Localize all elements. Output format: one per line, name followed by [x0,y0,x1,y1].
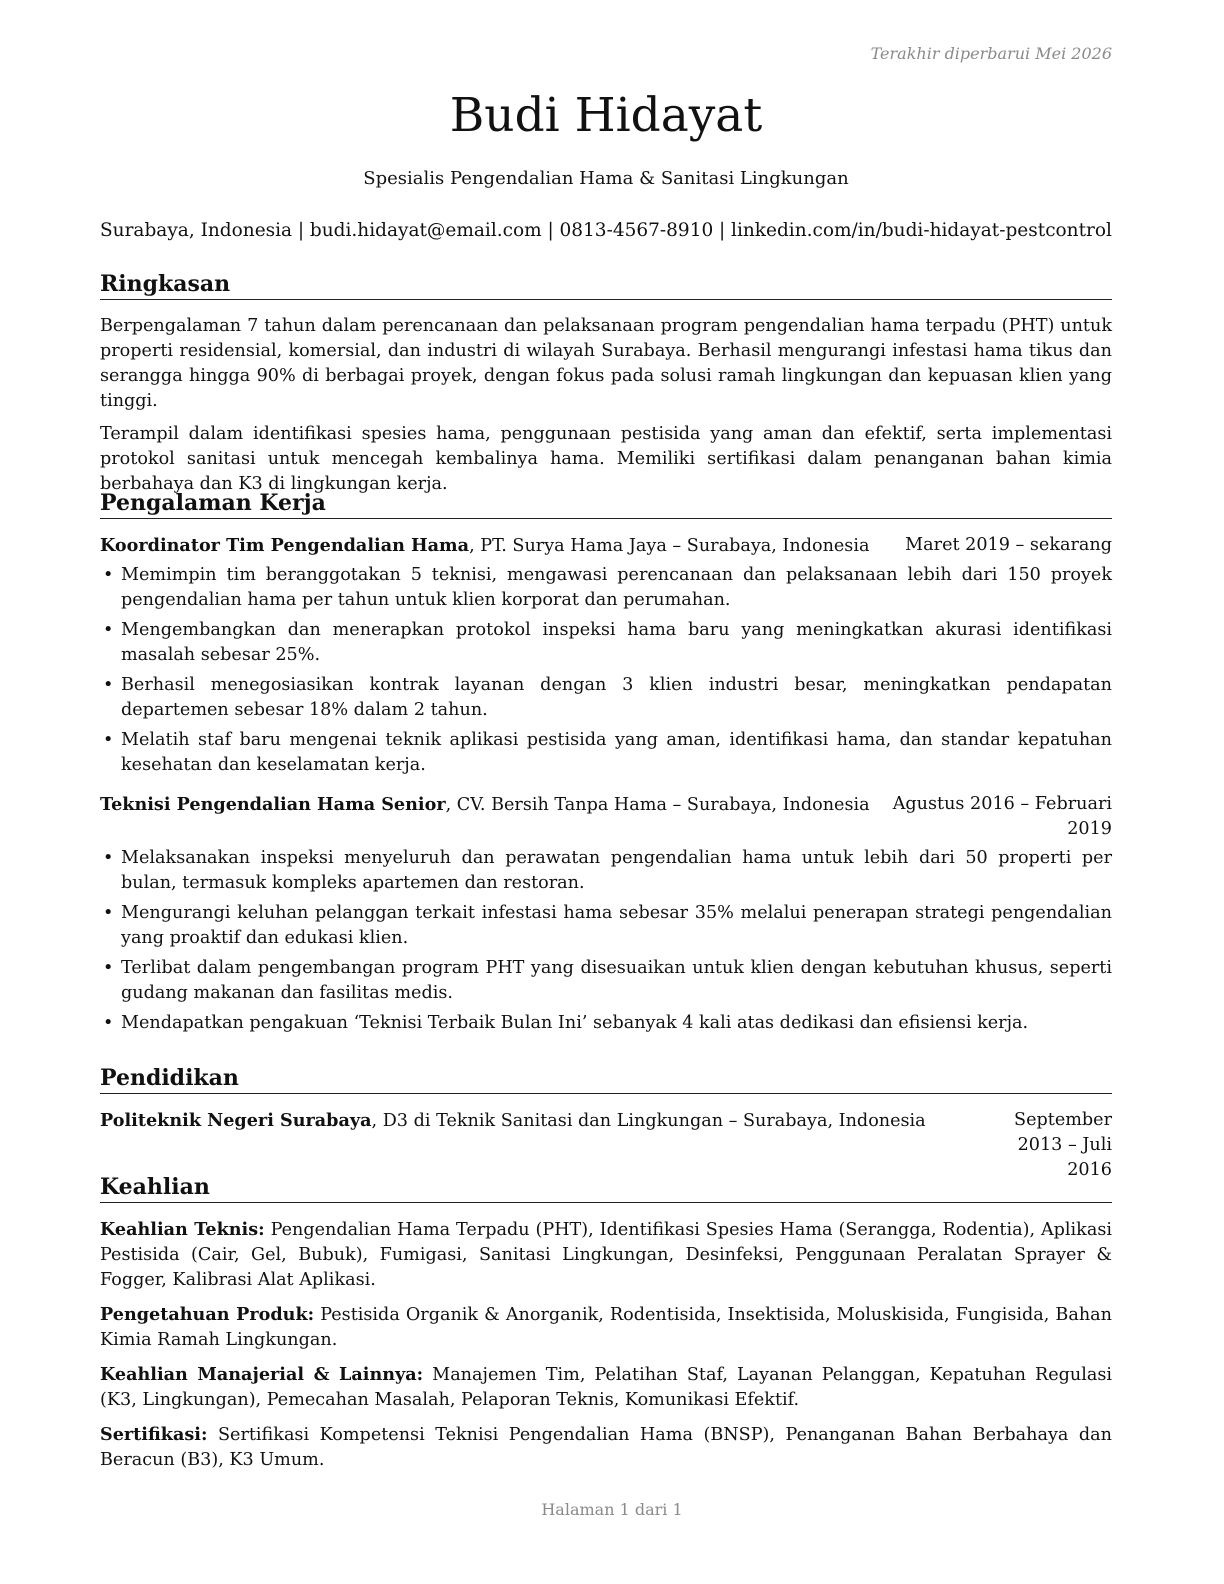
skill-group [100,1217,1112,1293]
section-heading: Pengalaman Kerja [100,489,1112,519]
skill-text: Pestisida Organik & Anorganik, Rodentisida, Insektisida, Moluskisida, Fungisida, Bahan Kimia Ramah Lingkungan. [100,1305,1112,1350]
job-bullets [100,563,1112,778]
skill-label: Keahlian Manajerial & Lainnya: [100,1364,424,1385]
list-item [100,728,1112,778]
bullet-icon: • [103,620,114,640]
candidate-name: Budi Hidayat [449,88,763,143]
section-heading: Ringkasan [100,270,1112,300]
job-company: , CV. Bersih Tanpa Hama – Surabaya, Indonesia [445,795,870,815]
job-dates: Maret 2019 – sekarang [905,535,1112,555]
education-dates: September 2013 – Juli 2016 [1014,1110,1112,1180]
skill-text: Manajemen Tim, Pelatihan Staf, Layanan Pelanggan, Kepatuhan Regulasi (K3, Lingkungan), Pemecahan Masalah, Pelaporan Teknis, Komunikasi Efektif. [100,1365,1112,1410]
bullet-text: Melaksanakan inspeksi menyeluruh dan perawatan pengendalian hama untuk lebih dari 50 properti per bulan, termasuk kompleks apartemen dan restoran. [121,848,1112,893]
bullet-icon: • [103,1013,114,1033]
bullet-icon: • [103,675,114,695]
bullet-icon: • [103,958,114,978]
job-role: Koordinator Tim Pengendalian Hama [100,535,470,556]
education-entry [100,1108,1112,1183]
bullet-text: Memimpin tim beranggotakan 5 teknisi, mengawasi perencanaan dan pelaksanaan lebih dari 150 proyek pengendalian hama per tahun untuk klien korporat dan perumahan. [121,565,1112,610]
experience-section [100,489,1112,1041]
job-company: , PT. Surya Hama Jaya – Surabaya, Indonesia [469,536,870,556]
job-dates: Agustus 2016 – Februari 2019 [892,794,1112,839]
list-item [100,846,1112,896]
last-updated: Terakhir diperbarui Mei 2026 [870,44,1112,63]
contact-phone[interactable]: 0813-4567-8910 [559,220,714,241]
contact-separator: | [297,220,305,241]
bullet-icon: • [103,848,114,868]
skill-text: Pengendalian Hama Terpadu (PHT), Identifikasi Spesies Hama (Serangga, Rodentia), Aplikasi Pestisida (Cair, Gel, Bubuk), Fumigasi, Sanitasi Lingkungan, Desinfeksi, Penggunaan Peralatan Sprayer & Fogger, Kalibrasi Alat Aplikasi. [100,1220,1112,1290]
section-heading: Pendidikan [100,1064,1112,1094]
bullet-text: Mengembangkan dan menerapkan protokol inspeksi hama baru yang meningkatkan akurasi identifikasi masalah sebesar 25%. [121,620,1112,665]
job-entry [100,533,1112,778]
summary-section [100,270,1112,505]
skill-text: Sertifikasi Kompetensi Teknisi Pengendalian Hama (BNSP), Penanganan Bahan Berbahaya dan Beracun (B3), K3 Umum. [100,1425,1112,1470]
bullet-text: Melatih staf baru mengenai teknik aplikasi pestisida yang aman, identifikasi hama, dan standar kepatuhan kesehatan dan keselamatan kerja. [121,730,1112,775]
section-heading: Keahlian [100,1173,1112,1203]
education-school: Politeknik Negeri Surabaya [100,1110,372,1131]
list-item [100,1011,1112,1036]
bullet-icon: • [103,565,114,585]
list-item [100,673,1112,723]
summary-paragraph: Terampil dalam identifikasi spesies hama, penggunaan pestisida yang aman dan efektif, serta implementasi protokol sanitasi untuk mencegah kembalinya hama. Memiliki sertifikasi dalam penanganan bahan kimia berbahaya dan K3 di lingkungan kerja. [100,424,1112,494]
bullet-text: Berhasil menegosiasikan kontrak layanan dengan 3 klien industri besar, meningkatkan pendapatan departemen sebesar 18% dalam 2 tahun. [121,675,1112,720]
job-title-line [100,533,869,559]
job-title-line [100,792,870,842]
job-header [100,792,1112,842]
contact-location: Surabaya, Indonesia [100,220,293,241]
bullet-icon: • [103,730,114,750]
contact-separator: | [547,220,554,241]
contact-email[interactable]: budi.hidayat@email.com [309,220,542,241]
list-item [100,618,1112,668]
list-item [100,563,1112,613]
bullet-icon: • [103,903,114,923]
candidate-title: Spesialis Pengendalian Hama & Sanitasi Lingkungan [363,168,849,189]
skill-label: Pengetahuan Produk: [100,1304,315,1325]
skill-group [100,1302,1112,1353]
contact-separator: | [719,220,726,241]
skill-group [100,1362,1112,1413]
job-role: Teknisi Pengendalian Hama Senior [100,794,446,815]
skills-section [100,1173,1112,1482]
bullet-text: Mendapatkan pengakuan ‘Teknisi Terbaik Bulan Ini’ sebanyak 4 kali atas dedikasi dan efisiensi kerja. [121,1013,1029,1033]
job-entry [100,792,1112,1036]
list-item [100,901,1112,951]
education-title-line [100,1108,926,1183]
page-number: Halaman 1 dari 1 [541,1500,683,1519]
contact-line [100,219,1112,243]
skill-label: Sertifikasi: [100,1424,208,1445]
contact-linkedin[interactable]: linkedin.com/in/budi-hidayat-pestcontrol [731,220,1112,241]
job-header [100,533,1112,559]
education-detail: , D3 di Teknik Sanitasi dan Lingkungan – Surabaya, Indonesia [371,1111,926,1131]
list-item [100,956,1112,1006]
bullet-text: Terlibat dalam pengembangan program PHT yang disesuaikan untuk klien dengan kebutuhan khusus, seperti gudang makanan dan fasilitas medis. [121,958,1112,1003]
skill-group [100,1422,1112,1473]
summary-paragraph: Berpengalaman 7 tahun dalam perencanaan dan pelaksanaan program pengendalian hama terpadu (PHT) untuk properti residensial, komersial, dan industri di wilayah Surabaya. Berhasil mengurangi infestasi hama tikus dan serangga hingga 90% di berbagai proyek, dengan fokus pada solusi ramah lingkungan dan kepuasan klien yang tinggi. [100,316,1112,411]
skill-label: Keahlian Teknis: [100,1219,265,1240]
bullet-text: Mengurangi keluhan pelanggan terkait infestasi hama sebesar 35% melalui penerapan strategi pengendalian yang proaktif dan edukasi klien. [121,903,1112,948]
education-section [100,1064,1112,1183]
job-bullets [100,846,1112,1036]
